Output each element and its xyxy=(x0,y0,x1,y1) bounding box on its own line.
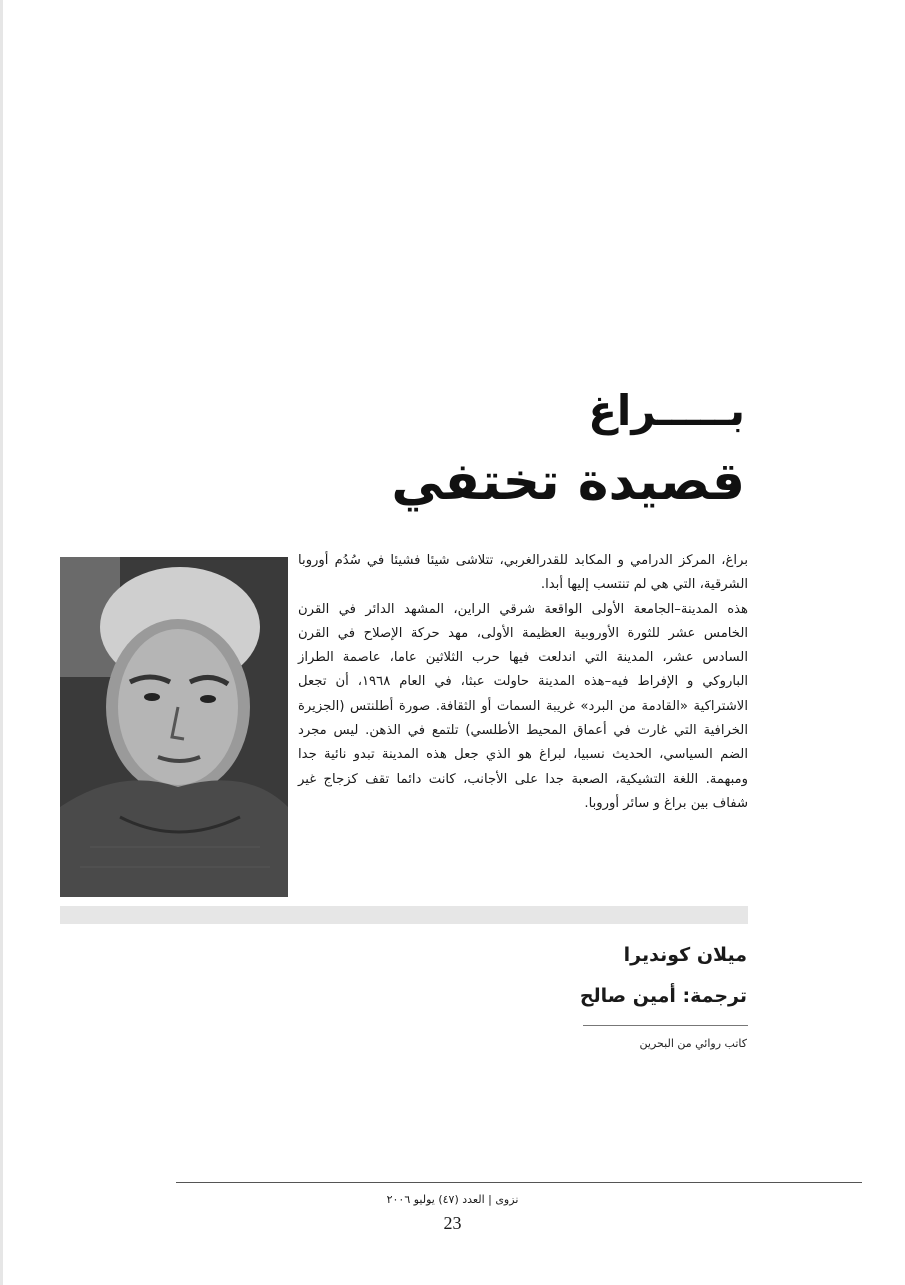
author-portrait-drawing xyxy=(60,557,288,897)
article-paragraph: هذه المدينة–الجامعة الأولى الواقعة شرقي الراين، المشهد الدائر في القرن الخامس عشر للثورة الأوروبية العظيمة الأولى، مهد حركة الإصلاح في القرن السادس عشر، المدينة التي اندلعت فيها حرب الثلاثين عاما، عاصمة الطراز الباروكي و الإفراط فيه–هذه المدينة حاولت عبثا، في العام ١٩٦٨، أن تجعل الاشتراكية «القادمة من البرد» غريبة السمات أو الثقافة. صورة أطلنتس (الجزيرة الخرافية التي غارت في أعماق المحيط الأطلسي) تلتمع في الذهن. ليس مجرد الضم السياسي، الحديث نسبيا، لبراغ هو الذي جعل هذه المدينة تبدو نائية جدا ومبهمة. اللغة التشيكية، الصعبة جدا على الأجانب، كانت دائما تقف كزجاج غير شفاف بين براغ و سائر أوروبا. xyxy=(298,601,748,811)
article-paragraph: براغ، المركز الدرامي و المكابد للقدرالغربي، تتلاشى شيئا فشيئا في سُدُم أوروبا الشرقية، التي هي لم تنتسب إليها أبدا. xyxy=(298,553,748,593)
article-title: بـــــراغ xyxy=(588,386,745,435)
translator-bio: كاتب روائي من البحرين xyxy=(639,1037,747,1050)
section-divider-band xyxy=(60,906,748,924)
footer-rule xyxy=(176,1182,862,1183)
author-name: ميلان كونديرا xyxy=(623,944,747,966)
author-portrait xyxy=(60,557,288,897)
page-edge xyxy=(0,0,3,1285)
translator-divider xyxy=(583,1025,748,1026)
article-subtitle: قصيدة تختفي xyxy=(391,452,745,512)
page-number: 23 xyxy=(443,1213,462,1233)
translator-name: ترجمة: أمين صالح xyxy=(579,985,747,1007)
article-body xyxy=(298,549,748,816)
footer-issue: نزوى | العدد (٤٧) يوليو ٢٠٠٦ xyxy=(386,1193,519,1206)
